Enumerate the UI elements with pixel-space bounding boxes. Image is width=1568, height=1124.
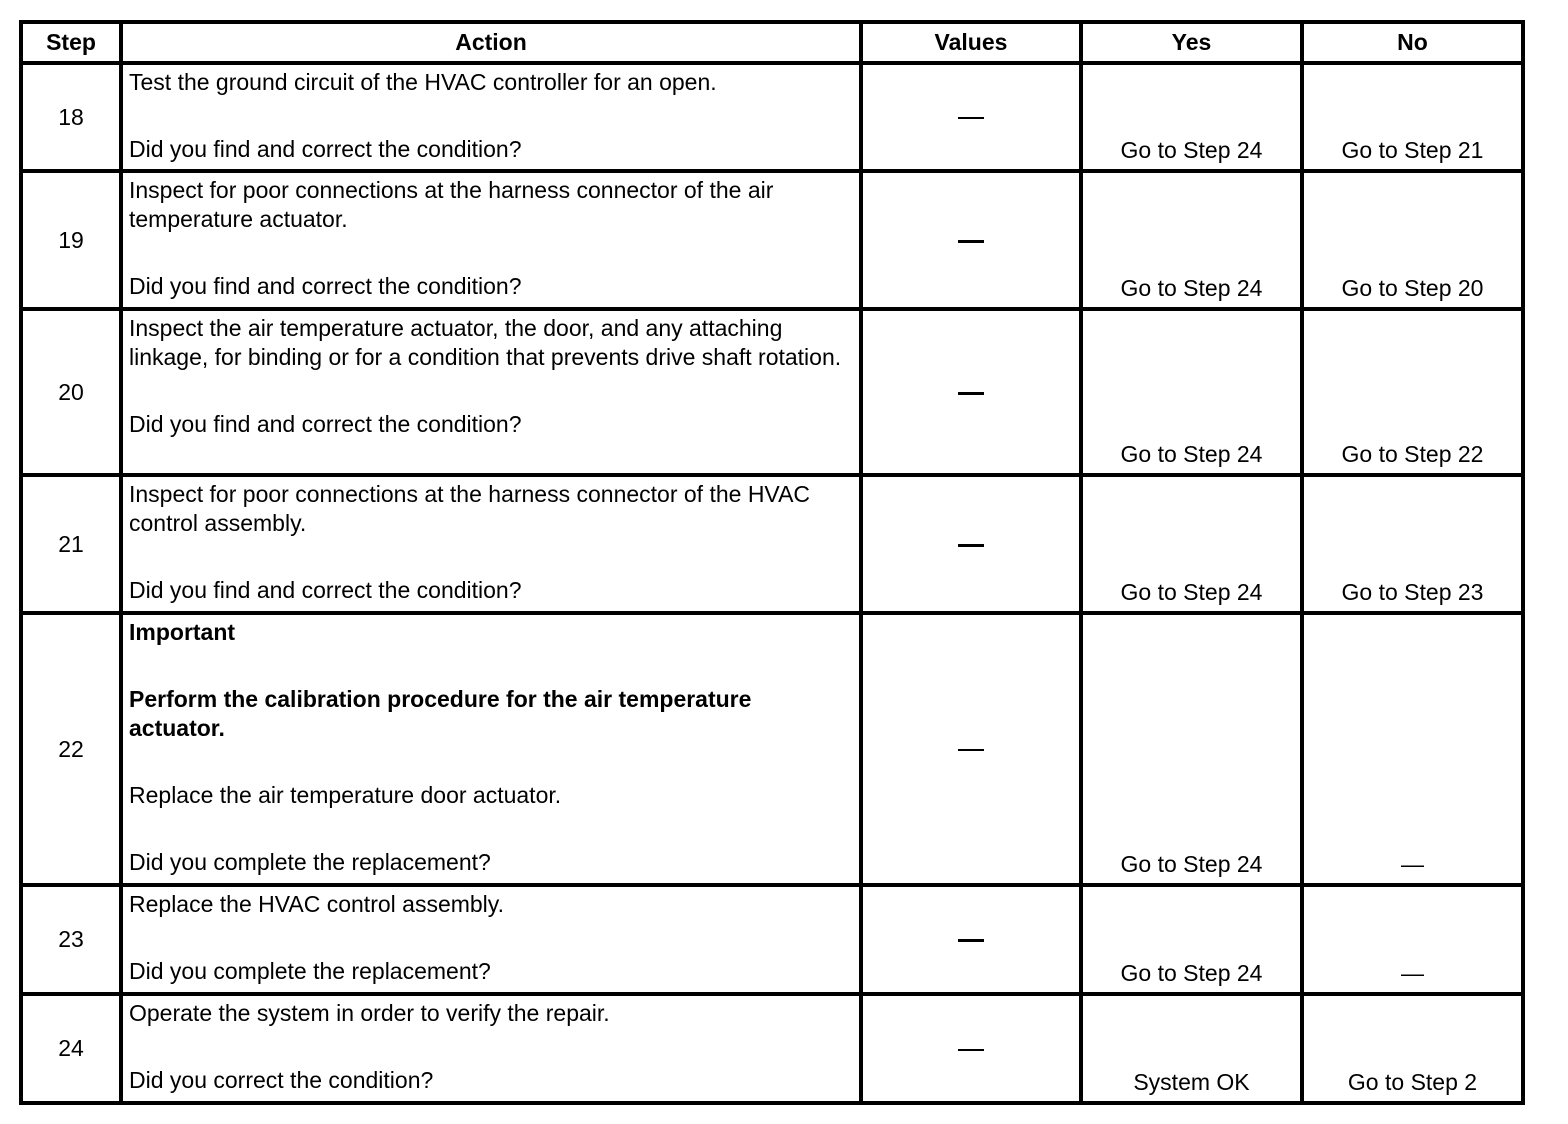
table-row	[21, 613, 1523, 885]
header-yes: Yes	[1081, 22, 1302, 63]
values-dash	[958, 939, 984, 942]
no-result: Go to Step 22	[1341, 441, 1484, 467]
table-row	[21, 475, 1523, 613]
header-no: No	[1302, 22, 1523, 63]
yes-result: Go to Step 24	[1120, 441, 1263, 467]
table-row	[21, 309, 1523, 475]
values-cell	[861, 309, 1081, 475]
action-cell	[121, 885, 861, 994]
header-row	[21, 22, 1523, 63]
yes-result: Go to Step 24	[1120, 275, 1263, 301]
yes-cell	[1081, 309, 1302, 475]
no-result: —	[1401, 851, 1424, 877]
yes-result: Go to Step 24	[1120, 960, 1263, 986]
no-result: Go to Step 20	[1341, 275, 1484, 301]
no-result: —	[1401, 960, 1424, 986]
action-question: Did you find and correct the condition?	[129, 411, 522, 437]
action-cell	[121, 613, 861, 885]
no-cell	[1302, 885, 1523, 994]
yes-cell	[1081, 885, 1302, 994]
no-result: Go to Step 21	[1341, 137, 1484, 163]
no-cell	[1302, 171, 1523, 309]
action-cell	[121, 994, 861, 1103]
step-number: 21	[21, 475, 121, 613]
no-result: Go to Step 2	[1347, 1069, 1478, 1095]
yes-result: Go to Step 24	[1120, 579, 1263, 605]
action-question: Did you find and correct the condition?	[129, 136, 522, 162]
important-text: Perform the calibration procedure for the air temperature actuator.	[129, 686, 752, 741]
step-number: 19	[21, 171, 121, 309]
yes-result: System OK	[1133, 1069, 1250, 1095]
action-text: Inspect for poor connections at the harness connector of the HVAC control assembly.	[129, 481, 811, 536]
step-number: 18	[21, 63, 121, 171]
values-dash	[958, 544, 984, 547]
values-cell	[861, 885, 1081, 994]
action-cell	[121, 171, 861, 309]
action-text: Replace the air temperature door actuator.	[129, 782, 562, 808]
values-cell	[861, 171, 1081, 309]
important-label: Important	[129, 619, 236, 645]
header-action: Action	[121, 22, 861, 63]
action-text: Test the ground circuit of the HVAC controller for an open.	[129, 69, 717, 95]
header-step: Step	[21, 22, 121, 63]
no-cell	[1302, 63, 1523, 171]
action-text: Replace the HVAC control assembly.	[129, 891, 504, 917]
yes-cell	[1081, 475, 1302, 613]
action-text: Inspect the air temperature actuator, the door, and any attaching linkage, for binding or for a condition that prevents drive shaft rotation.	[129, 315, 842, 370]
action-cell	[121, 63, 861, 171]
action-cell	[121, 309, 861, 475]
action-question: Did you correct the condition?	[129, 1067, 434, 1093]
values-cell	[861, 613, 1081, 885]
action-question: Did you find and correct the condition?	[129, 577, 522, 603]
step-number: 22	[21, 613, 121, 885]
yes-cell	[1081, 994, 1302, 1103]
values-dash	[958, 749, 984, 751]
diagnostic-table	[19, 20, 1525, 1105]
step-number: 24	[21, 994, 121, 1103]
action-question: Did you complete the replacement?	[129, 849, 491, 875]
yes-result: Go to Step 24	[1120, 137, 1263, 163]
yes-cell	[1081, 613, 1302, 885]
no-cell	[1302, 994, 1523, 1103]
values-dash	[958, 1049, 984, 1051]
no-cell	[1302, 309, 1523, 475]
yes-result: Go to Step 24	[1120, 851, 1263, 877]
table-row	[21, 63, 1523, 171]
no-cell	[1302, 475, 1523, 613]
values-dash	[958, 240, 984, 243]
values-dash	[958, 117, 984, 119]
table-row	[21, 171, 1523, 309]
header-values: Values	[861, 22, 1081, 63]
no-result: Go to Step 23	[1341, 579, 1484, 605]
yes-cell	[1081, 63, 1302, 171]
no-cell	[1302, 613, 1523, 885]
action-text: Inspect for poor connections at the harness connector of the air temperature actuator.	[129, 177, 774, 232]
table-row	[21, 994, 1523, 1103]
values-cell	[861, 475, 1081, 613]
table-row	[21, 885, 1523, 994]
action-question: Did you complete the replacement?	[129, 958, 491, 984]
action-cell	[121, 475, 861, 613]
values-cell	[861, 994, 1081, 1103]
step-number: 20	[21, 309, 121, 475]
action-question: Did you find and correct the condition?	[129, 273, 522, 299]
values-cell	[861, 63, 1081, 171]
step-number: 23	[21, 885, 121, 994]
action-text: Operate the system in order to verify the repair.	[129, 1000, 610, 1026]
values-dash	[958, 392, 984, 395]
yes-cell	[1081, 171, 1302, 309]
